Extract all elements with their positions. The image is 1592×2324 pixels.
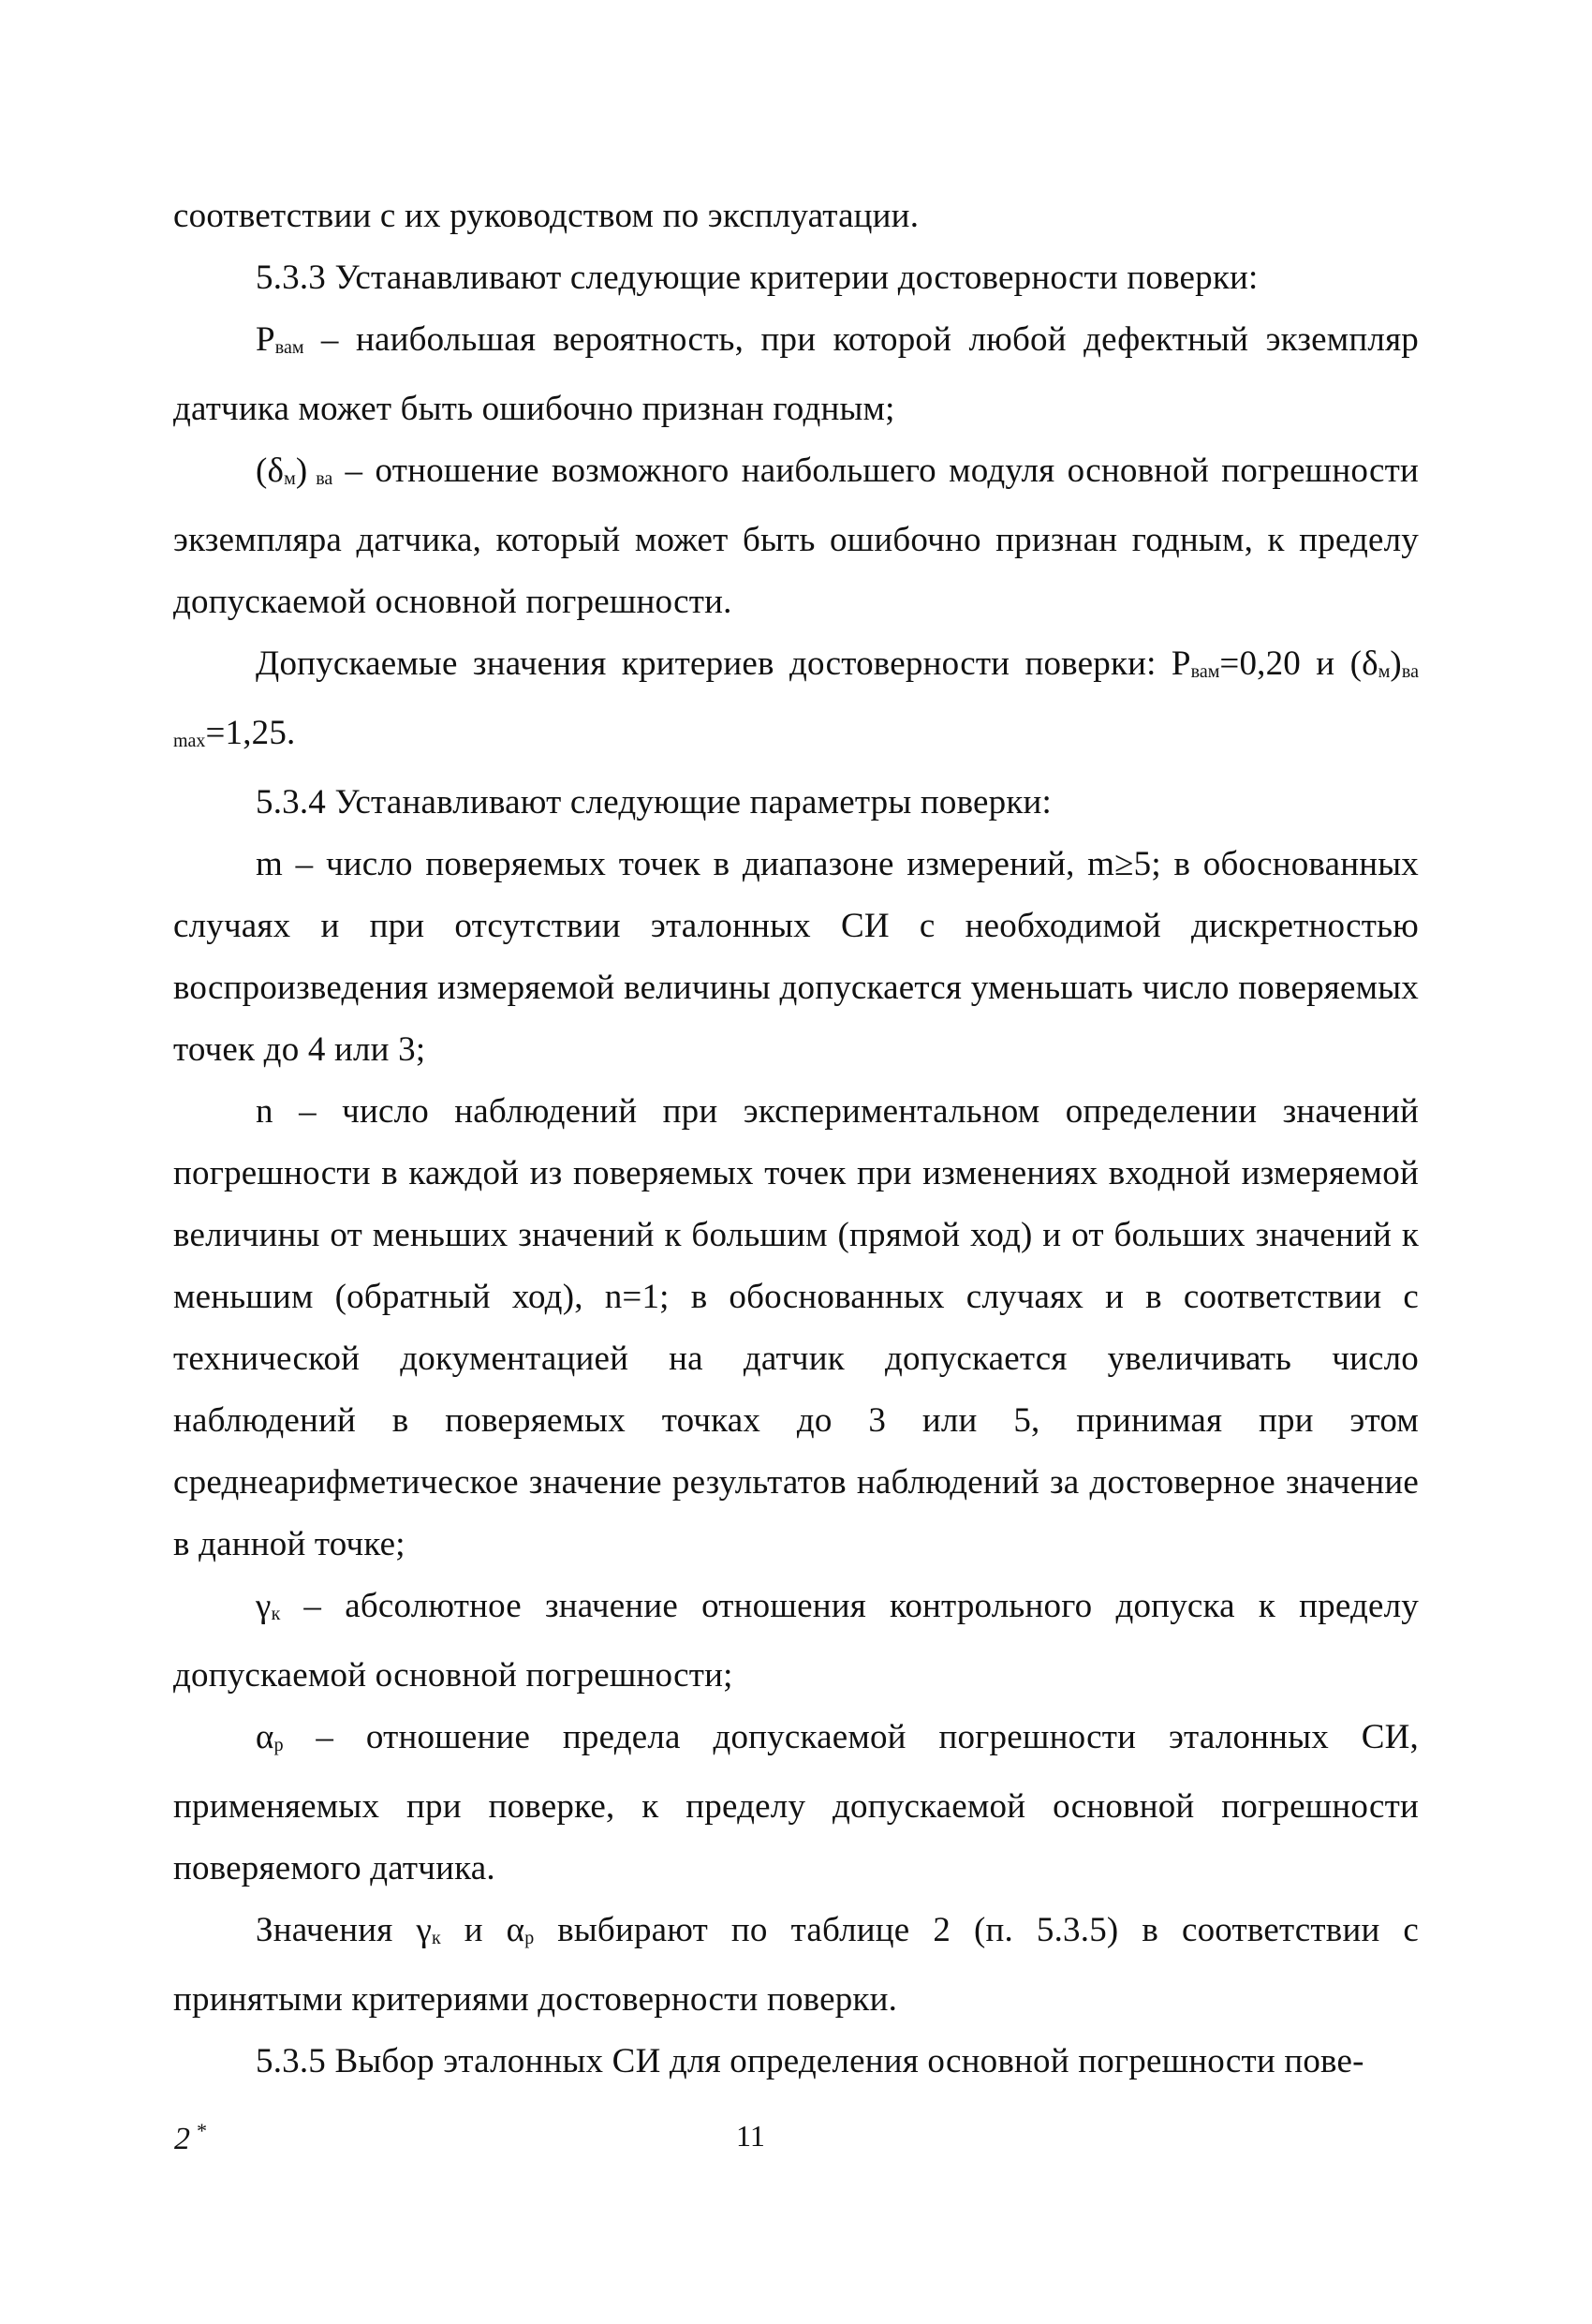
values-gamma-subscript: к bbox=[432, 1928, 441, 1948]
section-5-3-5-start: 5.3.5 Выбор эталонных СИ для определения основной погрешности пове- bbox=[256, 2042, 1364, 2080]
allowed-criteria-lead: Допускаемые значения критериев достоверности поверки: P bbox=[256, 644, 1191, 683]
paragraph-n-definition: n – число наблюдений при экспериментальном определении значений погрешности в каждой из поверяемых точек при изменениях входной измеряемой величины от меньших значений к большим (прямой ход) и от больших значений к меньшим (обратный ход), n=1; в обоснованных случаях и в соответствии с технической документацией на датчик допускается увеличивать число наблюдений в поверяемых точках до 3 или 5, принимая при этом среднеарифметическое значение результатов наблюдений за достоверное значение в данной точке; bbox=[173, 1092, 1419, 1563]
values-alpha-subscript: р bbox=[524, 1928, 535, 1948]
paragraph-values-selection bbox=[173, 1900, 1419, 2031]
gamma-k-symbol: γ bbox=[256, 1587, 272, 1625]
paragraph-delta-m-definition bbox=[173, 440, 1419, 633]
delta-m-symbol: (δ bbox=[256, 451, 285, 490]
allowed-criteria-close: ) bbox=[1390, 644, 1402, 683]
alpha-p-subscript: р bbox=[273, 1735, 284, 1755]
values-alpha-symbol: α bbox=[506, 1911, 525, 1949]
values-tail: выбирают по таблице 2 (п. 5.3.5) в соответствии с принятыми критериями достоверности поверки. bbox=[173, 1911, 1420, 2019]
paragraph-allowed-criteria bbox=[173, 633, 1419, 772]
paragraph-continuation: соответствии с их руководством по эксплуатации. bbox=[173, 197, 920, 235]
body-text bbox=[173, 185, 1419, 2093]
values-lead: Значения bbox=[256, 1911, 417, 1949]
paragraph-gamma-k-definition bbox=[173, 1576, 1419, 1707]
alpha-p-text: – отношение предела допускаемой погрешности эталонных СИ, применяемых при поверке, к пределу допускаемой основной погрешности поверяемого датчика. bbox=[173, 1718, 1419, 1887]
allowed-criteria-sub3: ва max bbox=[173, 661, 1419, 751]
paragraph-p-vam-definition bbox=[173, 309, 1419, 440]
allowed-criteria-sub1: вам bbox=[1190, 661, 1220, 682]
values-gamma-symbol: γ bbox=[416, 1911, 433, 1949]
allowed-criteria-mid: =0,20 и (δ bbox=[1219, 644, 1378, 683]
section-5-3-3-heading: 5.3.3 Устанавливают следующие критерии достоверности поверки: bbox=[256, 259, 1259, 297]
values-mid: и bbox=[440, 1911, 507, 1949]
paragraph-m-definition: m – число поверяемых точек в диапазоне измерений, m≥5; в обоснованных случаях и при отсутствии эталонных СИ с необходимой дискретностью воспроизведения измеряемой величины допускается уменьшать число поверяемых точек до 4 или 3; bbox=[173, 845, 1419, 1069]
gamma-k-text: – абсолютное значение отношения контрольного допуска к пределу допускаемой основной погрешности; bbox=[173, 1587, 1419, 1695]
gamma-k-subscript: к bbox=[271, 1604, 281, 1624]
paragraph-alpha-p-definition bbox=[173, 1707, 1419, 1900]
footer-sheet-mark bbox=[174, 2119, 206, 2157]
section-5-3-4-heading: 5.3.4 Устанавливают следующие параметры поверки: bbox=[256, 783, 1053, 822]
delta-m-subscript-va: ва bbox=[307, 468, 333, 489]
footer-star: * bbox=[196, 2119, 206, 2142]
p-vam-text: – наибольшая вероятность, при которой любой дефектный экземпляр датчика может быть ошибочно признан годным; bbox=[173, 320, 1419, 428]
p-vam-subscript: вам bbox=[274, 337, 304, 358]
delta-m-text: – отношение возможного наибольшего модуля основной погрешности экземпляра датчика, который может быть ошибочно признан годным, к пределу допускаемой основной погрешности. bbox=[173, 451, 1419, 621]
allowed-criteria-tail: =1,25. bbox=[205, 714, 296, 752]
p-vam-symbol: P bbox=[256, 320, 275, 359]
delta-m-subscript: м bbox=[284, 468, 296, 489]
allowed-criteria-sub2: м bbox=[1378, 661, 1391, 682]
alpha-p-symbol: α bbox=[256, 1718, 274, 1756]
page-number: 11 bbox=[736, 2119, 765, 2153]
footer-sheet-number: 2 bbox=[174, 2122, 190, 2156]
delta-m-close: ) bbox=[295, 451, 308, 490]
